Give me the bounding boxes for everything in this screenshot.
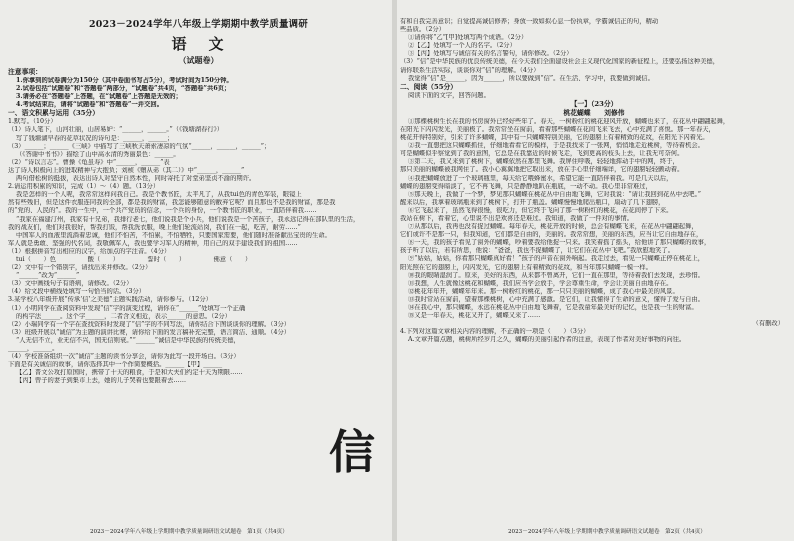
continued-line: ①请你将“乙”[甲]处填写两个成语。（2分） (408, 34, 528, 42)
question-1-head: 1.默写。（10分） (8, 118, 57, 126)
passage-line: 中国军人的血液里流淌着忠诚，他们不怕苦，不怕累，不怕牺牲，只要国家需要，他们随时准备献出宝贵的生命。 (16, 231, 331, 239)
page-gutter (392, 0, 397, 541)
article-paragraph: ①那棵桃树生长在我的书房窗外已经好些年了。春天，一树粉红的桃花迎风开放，蝴蝶也来了，在花丛中翩翩起舞， (408, 117, 730, 125)
question-1-line: （《答谢中书书》）描绘了山中高水清的秀丽景色：______。 (16, 150, 180, 158)
part-two-heading: 二、阅读（55分） (400, 82, 458, 91)
article-paragraph: ②我一直想把这只蝴蝶抓住，仔细地看看它的模样，于是我找来了一张网，悄悄地走近桃树，等待着机会。 (408, 142, 704, 150)
article-paragraph: 可是蝴蝶似乎察觉到了我的意图，它总是在我靠近的时候飞走，飞到更高的枝头上去，让我无可奈何。 (400, 150, 684, 158)
note-line: 1.你拿到的试卷满分为150分（其中卷面书写占5分），考试时间为150分钟。 (16, 77, 233, 84)
note-line: 2.试卷包括“试题卷”和“答题卷”两部分，“试题卷”共4页，“答题卷”共6页； (16, 85, 231, 93)
article-paragraph: 在阳光下闪闪发光，美丽极了。我常常坐在窗前，看着那些蝴蝶在花间飞来飞去，心中充满了喜悦。那一年春天， (400, 125, 715, 133)
article-paragraph: ⑨“姑姑，姑姑，你看那只蝴蝶真好看！”孩子的声音在窗外响起。我走过去，看见一只蝴蝶正停在桃花上， (408, 255, 705, 263)
question-1-line: 达了诗人积极向上的进取精神与大抱负；刘桢《赠从弟（其二）》中“______，______” (8, 166, 245, 174)
article-paragraph: ⑭在我心中，那只蝴蝶，永远在桃花丛中自由地飞舞着，它是我童年最美好的记忆，也是我一生的财富。 (408, 304, 698, 311)
left-page-footer: 2023－2024学年八年级上学期期中教学质量调研语文试题卷 第1页（共4页） (90, 529, 288, 535)
article-title: 桃花蝴蝶 刘修伟 (563, 108, 625, 117)
note-line: 3.请务必在“答题卷”上答题，在“试题卷”上答题是无效的； (16, 93, 182, 101)
part-one-heading: 一、语文积累与运用（35分） (8, 109, 100, 118)
article-paragraph: ⑪我想，人生就像这桃花和蝴蝶，我们应当学会放手，学会尊重生命，学会让美丽自由地存在。 (408, 279, 673, 287)
question-4-option-a: A.文章开篇点题，桃树所经岁月之久，蝴蝶的美丽引起作者的注意，表现了作者对美好事物的向往。 (408, 336, 686, 344)
question-3-line: 下面是有关诚信的故事，请你选择其中一个作简要概括。______【甲】______ (8, 361, 223, 369)
article-paragraph: 那只美丽的蝴蝶被我网住了。我小心翼翼地把它取出来，放在手心里仔细端详，它的翅膀轻轻颤动着。 (400, 166, 684, 174)
note-line: 4.考试结束后，请将“试题卷”和“答题卷”一并交回。 (16, 101, 163, 109)
article-paragraph: ⑩我的眼睛湿润了。原来，美好的东西，从来都不曾离开，它们一直在那里，等待着我们去发现，去珍惜。 (408, 271, 704, 279)
pinyin-blanks: tuì（ ）色 酸（ ） 誓时（ ） 佛意（ ） (16, 255, 252, 263)
article-paragraph: 蝴蝶的翅膀变得暗淡了，它不再飞舞，只是静静地趴在瓶底，一动不动。我心里非常难过， (400, 182, 652, 190)
question-3-line: 【丙】曾子的妻子到集市上去，她的儿子哭着也要跟着去…… (16, 377, 187, 385)
article-paragraph: ⑮又是一年春天，桃花又开了，蝴蝶又来了…… (408, 312, 541, 320)
reading-intro: 阅读下面的文字，回答问题。 (408, 91, 490, 99)
xin-character-glyph: 信 (329, 425, 375, 479)
question-2-sub: （2）文中有一个错别字，请找出来并修改。（2分） (8, 264, 152, 272)
left-page (8, 18, 389, 523)
question-1-line: （1）诗人笔下，山河壮丽，山居易妒：“______，______。”（《钱塘湖春行》） (8, 126, 224, 134)
question-1-line: （2）“诗以言志”。曹操《龟虽寿》中“______，______”表 (8, 158, 170, 166)
article-paragraph: 我站在树下，看着它，心里说不出是欢喜还是难过。我知道，我做了一件对的事情。 (400, 214, 633, 222)
continued-line: ③【丙】处填写与诚信有关的名言警句，请你修改。（2分） (408, 50, 573, 58)
article-paragraph: ⑥它飞起来了，虽然飞得很慢，很吃力，但它终于飞向了那一树粉红的桃花，在花间停了下来。 (408, 206, 673, 214)
passage-line: 我的战友们，他们对我很好，帮我打饭，帮我洗衣服，晚上他们轮流站岗，我们在一起，吃苦，耐劳……” (8, 223, 301, 231)
question-3-line: “人无信不立，业无信不兴，国无信则衰。”“______”诚信是中华民族的传统美德， (16, 336, 240, 344)
passage-line: 然有些残旧，但是这件衣服连同我的全部，都是我的财富，我怎能够随意的敝弃它呢？而且那也不是我的财富，那是我 (8, 199, 336, 207)
subject-title: 语文 (171, 35, 246, 53)
question-3-line: （1）小明同学在查阅资料中发现“信”字的演变过程，请你在“______”处填写一个正确 (8, 304, 246, 312)
article-paragraph: 阳光照在它的翅膀上，闪闪发光，它的翅膀上有着精致的花纹，和当年那只蝴蝶一模一样。 (400, 263, 652, 271)
article-paragraph: ⑦从那以后，我再也没有捉过蝴蝶。每年春天，桃花开放的时候，总会有蝴蝶飞来，在花丛中翩翩起舞， (408, 223, 698, 231)
right-page-footer: 2023－2024学年八年级上学期期中教学质量调研语文试题卷 第2页（共4页） (508, 529, 706, 535)
question-2-sub: （4）给文段中横线处填写一句恰当的话。（3分） (8, 288, 146, 296)
paper-type: （试题卷） (178, 55, 219, 65)
question-1-line: 两句借松树的挺拔，表达出诗人对坚守自然本性，同时寄托了对堂弟坚贞不渝的期许。 (16, 175, 256, 183)
question-1-line: （3）______；______《三峡》中描写了三峡秋天萧索凄凉的气氛“______，______，______”； (8, 142, 271, 150)
notes-heading: 注意事项： (8, 68, 42, 76)
passage-line: “我家在福建汀州，我家有十兄弟，我排行老七，他们说我是个小兵，他们说我是一个苦孩子，我永远记得在部队里的生活， (16, 215, 360, 223)
article-paragraph: ⑧一天，我的孩子看见了窗外的蝴蝶，吵着要我给他捉一只来。我笑着摇了摇头，给他讲了那只蝴蝶的故事， (408, 239, 711, 247)
right-page (400, 18, 788, 523)
source-note: （有删改） (752, 320, 784, 328)
passage-line: 的“党的、人民的”。我的一生中，一个共产党员的信念，一个兵的身份，一个教书匠的职业，一直陪伴着我…… (8, 207, 317, 215)
question-2-sub: （3）文中画线句子有语病，请修改。（2分） (8, 280, 133, 288)
continued-line: 有和自我完善意识；自觉提高诚信修养；身放一致如拟心息一份执章，学霸诚信正的句，精动 (400, 18, 659, 25)
correction-blank: “______”改为“______” (16, 272, 80, 280)
passage-line: 我是怎样的一个人呢，我常常这样问我自己。我是个教书匠，太平凡了，从我tui色的青色军装，眼镜上 (16, 191, 302, 199)
continued-line: 我觉得“信”是______，因为______，所以要做到“信”。在生活、学习中，我要做到诚信。 (408, 74, 654, 82)
article-paragraph: ⑤那天晚上，我做了一个梦，梦见那只蝴蝶在桃花丛中自由地飞舞，它对我说：“请让我回到花丛中去吧。” (408, 190, 701, 198)
article-paragraph: ④我把蝴蝶放进了一个玻璃瓶里，每天给它喂蜂蜜水，希望它能一直陪伴着我。可是几天以后， (408, 174, 673, 182)
passage-line: 军人就是勇敢、坚强的代名词，我敬佩军人，我也要学习军人的精神，用自己的双手建设我们的祖国…… (8, 239, 298, 247)
section-label: 【一】（23分） (570, 99, 618, 108)
question-3-line: ______，______。 (8, 345, 59, 352)
question-2-head: 2.请运用积累的知识，完成（1）～（4）题。（13分） (8, 183, 160, 191)
continued-line: （3）“信”是中华民族的优良传统美德，在今天我们全面建设社会主义现代化国家的新征程上，还要弘扬这种美德， (400, 58, 719, 66)
continued-line: 些品质。（2分） (400, 26, 445, 34)
question-3-line: （4）学校准备组织一次“诚信”主题的读书分享会，请你为此写一段开场白。（3分） (8, 353, 240, 361)
article-paragraph: 醒来以后，我拿着玻璃瓶来到了桃树下，打开了瓶盖。蝴蝶慢慢地爬出瓶口，扇动了几下翅膀， (400, 198, 665, 206)
question-3-line: 的构字法______。这个字______，二者含义相近，表示______的意思。（2分） (16, 312, 231, 320)
article-paragraph: ⑬我时常站在窗前，望着那棵桃树，心中充满了感激。是它们，让我懂得了生命的意义，懂得了爱与自由。 (408, 295, 704, 303)
question-3-line: （2）小瑞同学有一个字在查找资料时发现了“信”字的不同写法，请你结合下图谈谈你的理解。（3分） (8, 320, 291, 328)
article-paragraph: ⑫桃花年年开，蝴蝶年年来。那一树粉红的桃花，那一只只美丽的蝴蝶，成了我心中最美的风景。 (408, 287, 679, 295)
article-paragraph: 它们或许不是那一只，但我知道，它们都是自由的，美丽的。我常常想，美丽的东西，应当让它自由地存在， (400, 231, 703, 239)
question-3-line: （3）班级开展以“诚信”为主题的演讲比赛，请你给下面的发言稿补充完整，语言简洁、通顺。（4分） (8, 328, 291, 336)
article-paragraph: 孩子听了以后，若有所思，他说：“爸爸，我也不捉蝴蝶了，让它们在花丛中飞吧。”我欣慰地笑了。 (400, 247, 675, 255)
question-1-line: 写了钱塘湖早春的花草状况的诗句是：______，______； (16, 134, 174, 142)
article-paragraph: ③第二天，我又来到了桃树下，蝴蝶依然在那里飞舞。我屏住呼吸，轻轻地挥动手中的网，终于， (408, 158, 679, 166)
continued-line: ②【乙】处填写一个人的名字。（2分） (408, 42, 516, 50)
question-2-sub: （1）根据拼音写出相应的汉字，给加点的字注音。（4分） (8, 247, 171, 255)
exam-title: 2023－2024学年八年级上学期期中教学质量调研 (88, 19, 309, 30)
question-3-head: 3.某学校八年级开展“传承‘信’之美德”主题实践活动，请你参与。（12分） (8, 296, 212, 304)
question-4: 4.下列对这篇文章相关内容的理解，不正确的一项是（ ）（3分） (400, 328, 590, 336)
article-paragraph: 桃花开得特别好，引来了许多蝴蝶，其中有一只蝴蝶特别美丽，它的翅膀上有着精致的花纹，在阳光下闪着光。 (400, 134, 709, 142)
continued-line: 请你联系生活实际，谈谈你对“信”的理解。（4分） (400, 66, 540, 74)
question-3-line: 【乙】晋文公攻打原国时，携带了十天的粮食，于是和大夫们约定十天为期限…… (16, 369, 243, 377)
